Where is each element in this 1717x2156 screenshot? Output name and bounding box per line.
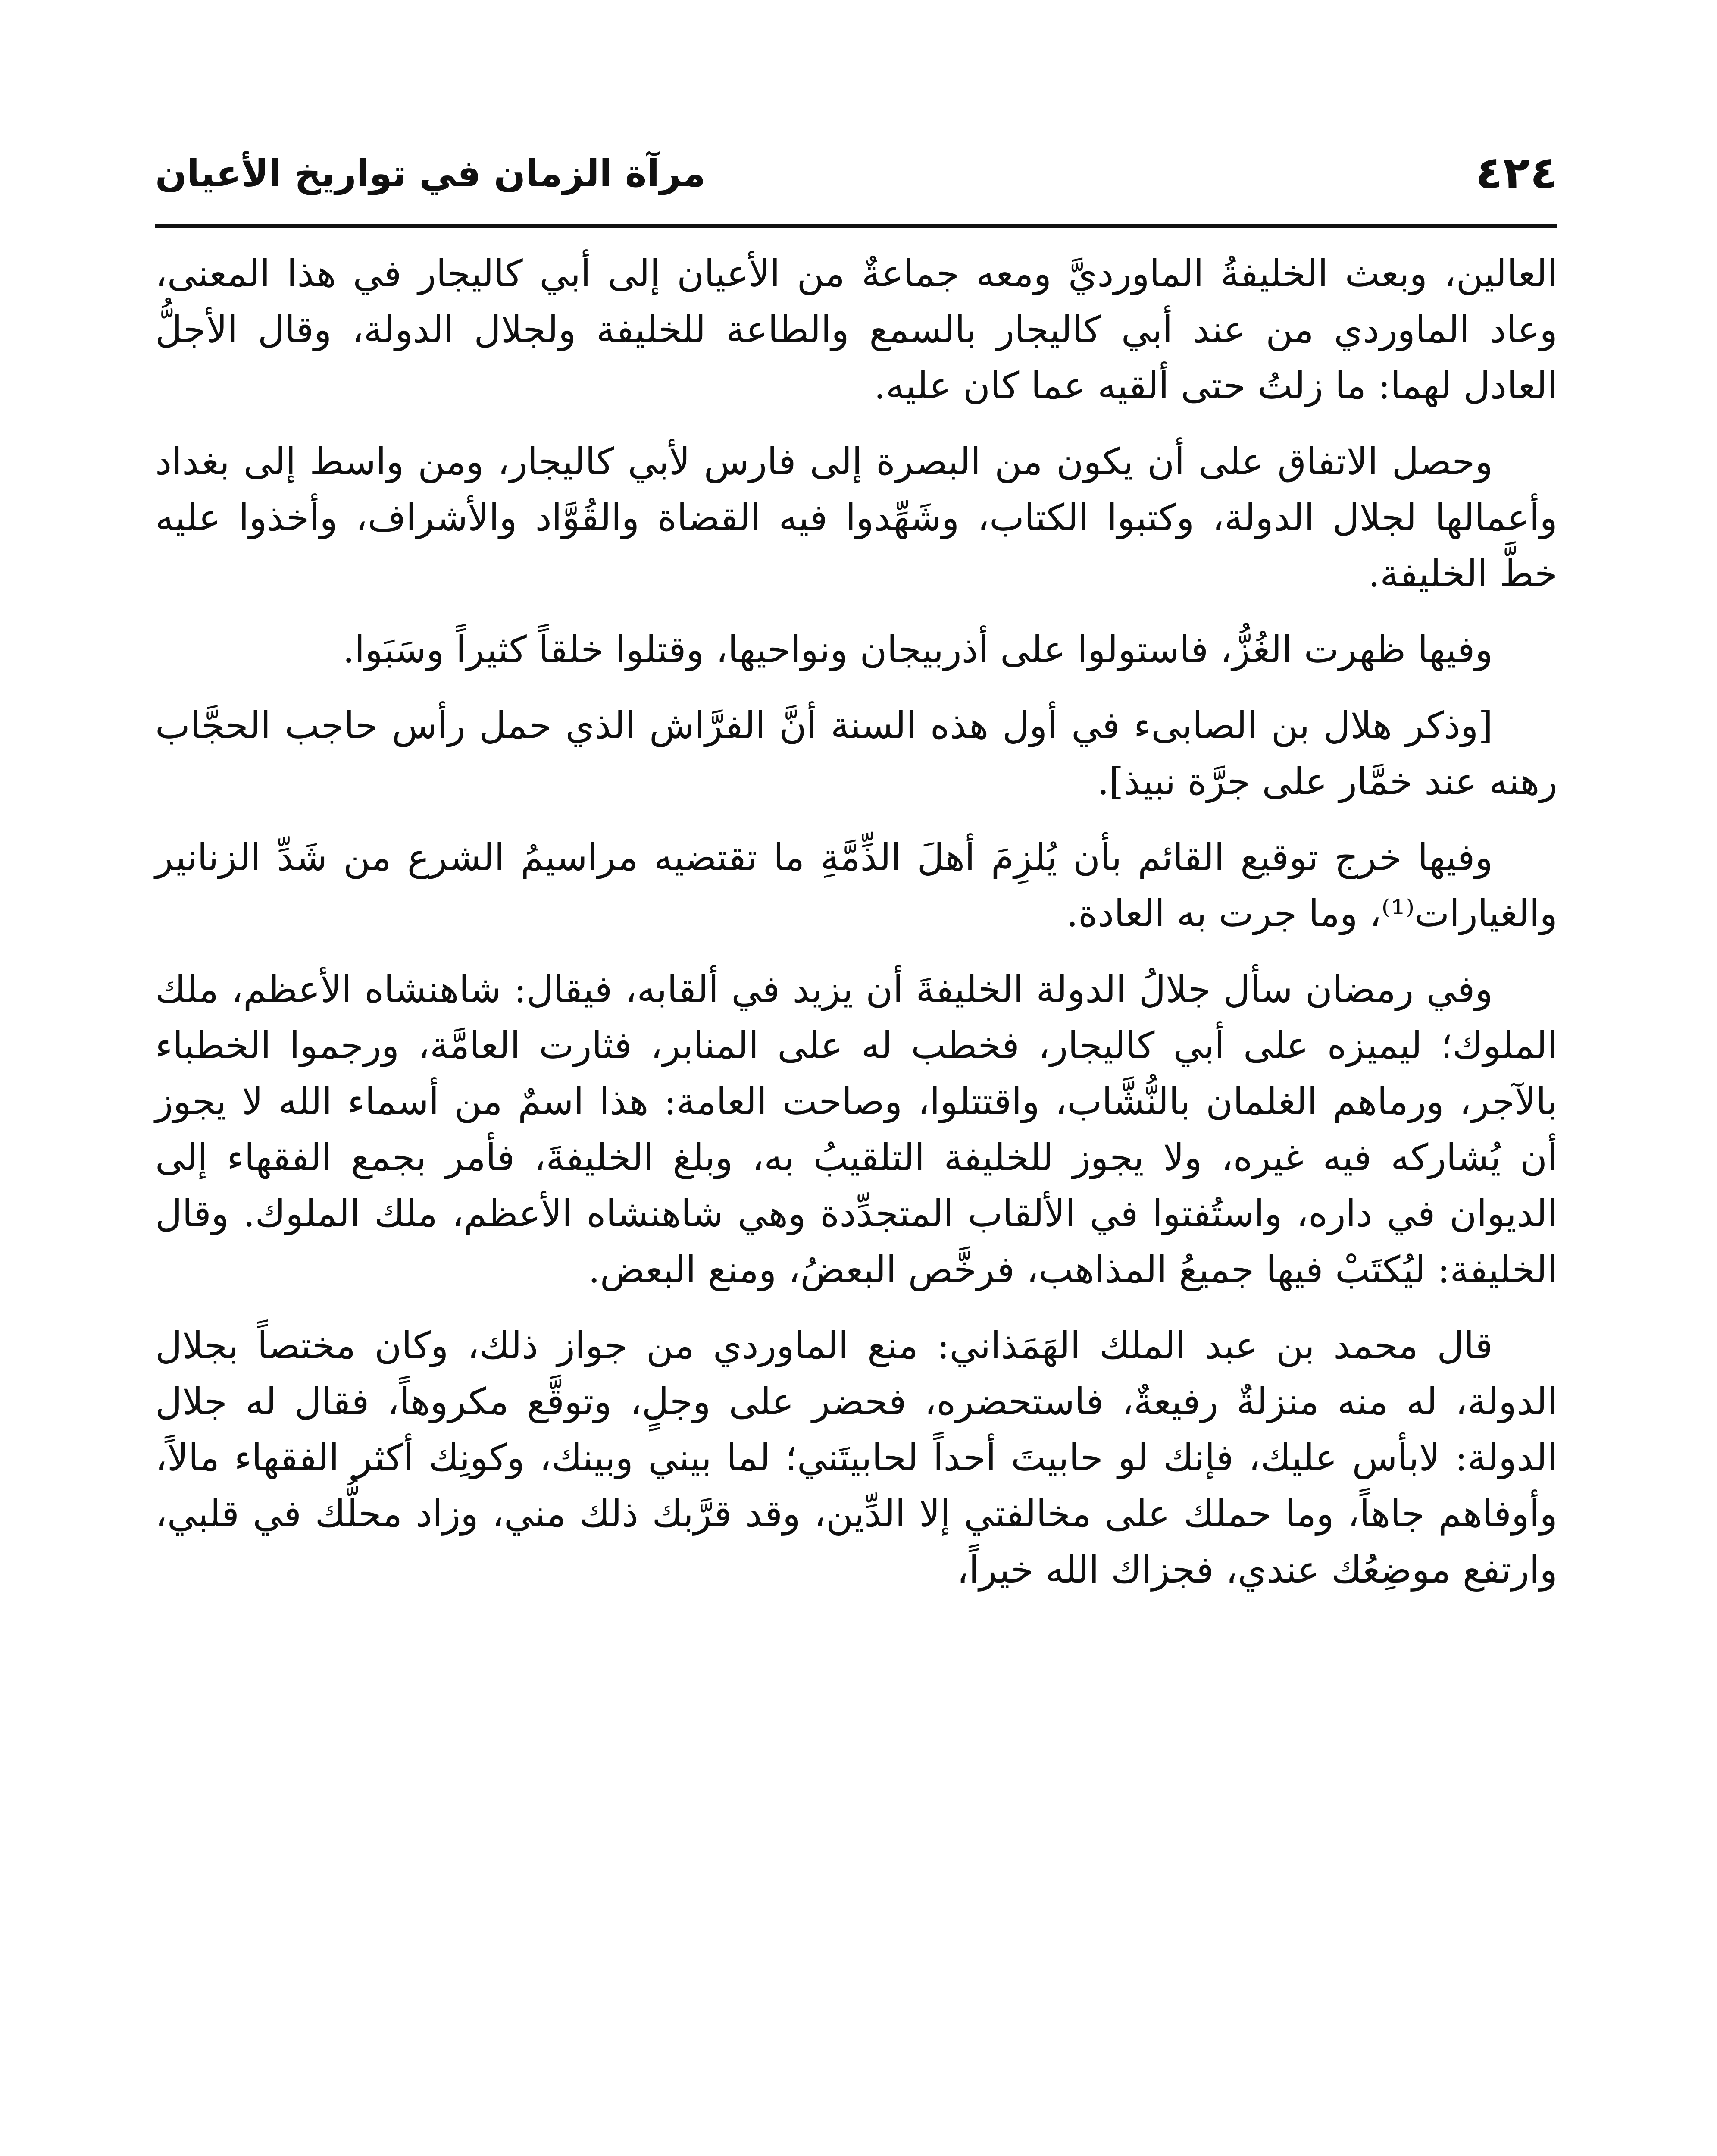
- paragraph: قال محمد بن عبد الملك الهَمَذاني: منع الماوردي من جواز ذلك، وكان مختصاً بجلال الدولة، له منه منزلةٌ رفيعةٌ، فاستحضره، فحضر على وجلٍ، وتوقَّع مكروهاً، فقال له جلال الدولة: لابأس عليك، فإنك لو حابيتَ أحداً لحابيتَني؛ لما بيني وبينك، وكونِك أكثر الفقهاء مالاً، وأوفاهم جاهاً، وما حملك على مخالفتي إلا الدِّين، وقد قرَّبك ذلك مني، وزاد محلُّك في قلبي، وارتفع موضِعُك عندي، فجزاك الله خيراً،: [155, 1324, 1557, 1592]
- header-divider: [155, 224, 1557, 228]
- main-text: [155, 246, 1557, 1618]
- paragraph: وفيها خرج توقيع القائم بأن يُلزِمَ أهلَ الذِّمَّةِ ما تقتضيه مراسيمُ الشرع من شَدِّ الزنانير والغيارات⁽¹⁾، وما جرت به العادة.: [155, 836, 1557, 935]
- paragraph: وفيها ظهرت الغُزُّ، فاستولوا على أذربيجان ونواحيها، وقتلوا خلقاً كثيراً وسَبَوا.: [343, 628, 1493, 671]
- paragraph: [وذكر هلال بن الصابىء في أول هذه السنة أنَّ الفرَّاش الذي حمل رأس حاجب الحجَّاب رهنه عند خمَّار على جرَّة نبيذ].: [155, 704, 1557, 803]
- running-header: [155, 142, 1557, 216]
- book-title: مرآة الزمان في تواريخ الأعيان: [155, 152, 706, 195]
- paragraph: وفي رمضان سأل جلالُ الدولة الخليفةَ أن يزيد في ألقابه، فيقال: شاهنشاه الأعظم، ملك الملوك؛ ليميزه على أبي كاليجار، فخطب له على المنابر، فثارت العامَّة، ورجموا الخطباء بالآجر، ورماهم الغلمان بالنُّشَّاب، واقتتلوا، وصاحت العامة: هذا اسمٌ من أسماء الله لا يجوز أن يُشاركه فيه غيره، ولا يجوز للخليفة التلقيبُ به، وبلغ الخليفةَ، فأمر بجمع الفقهاء إلى الديوان في داره، واستُفتوا في الألقاب المتجدِّدة وهي شاهنشاه الأعظم، ملك الملوك. وقال الخليفة: ليُكتَبْ فيها جميعُ المذاهب، فرخَّص البعضُ، ومنع البعض.: [155, 968, 1557, 1291]
- paragraph: وحصل الاتفاق على أن يكون من البصرة إلى فارس لأبي كاليجار، ومن واسط إلى بغداد وأعمالها لجلال الدولة، وكتبوا الكتاب، وشَهِّدوا فيه القضاة والقُوَّاد والأشراف، وأخذوا عليه خطَّ الخليفة.: [155, 440, 1557, 595]
- paragraph: العالين، وبعث الخليفةُ الماورديَّ ومعه جماعةٌ من الأعيان إلى أبي كاليجار في هذا المعنى، وعاد الماوردي من عند أبي كاليجار بالسمع والطاعة للخليفة ولجلال الدولة، وقال الأجلُّ العادل لهما: ما زلتُ حتى ألقيه عما كان عليه.: [155, 252, 1557, 407]
- page-number: ٤٢٤: [1475, 146, 1557, 199]
